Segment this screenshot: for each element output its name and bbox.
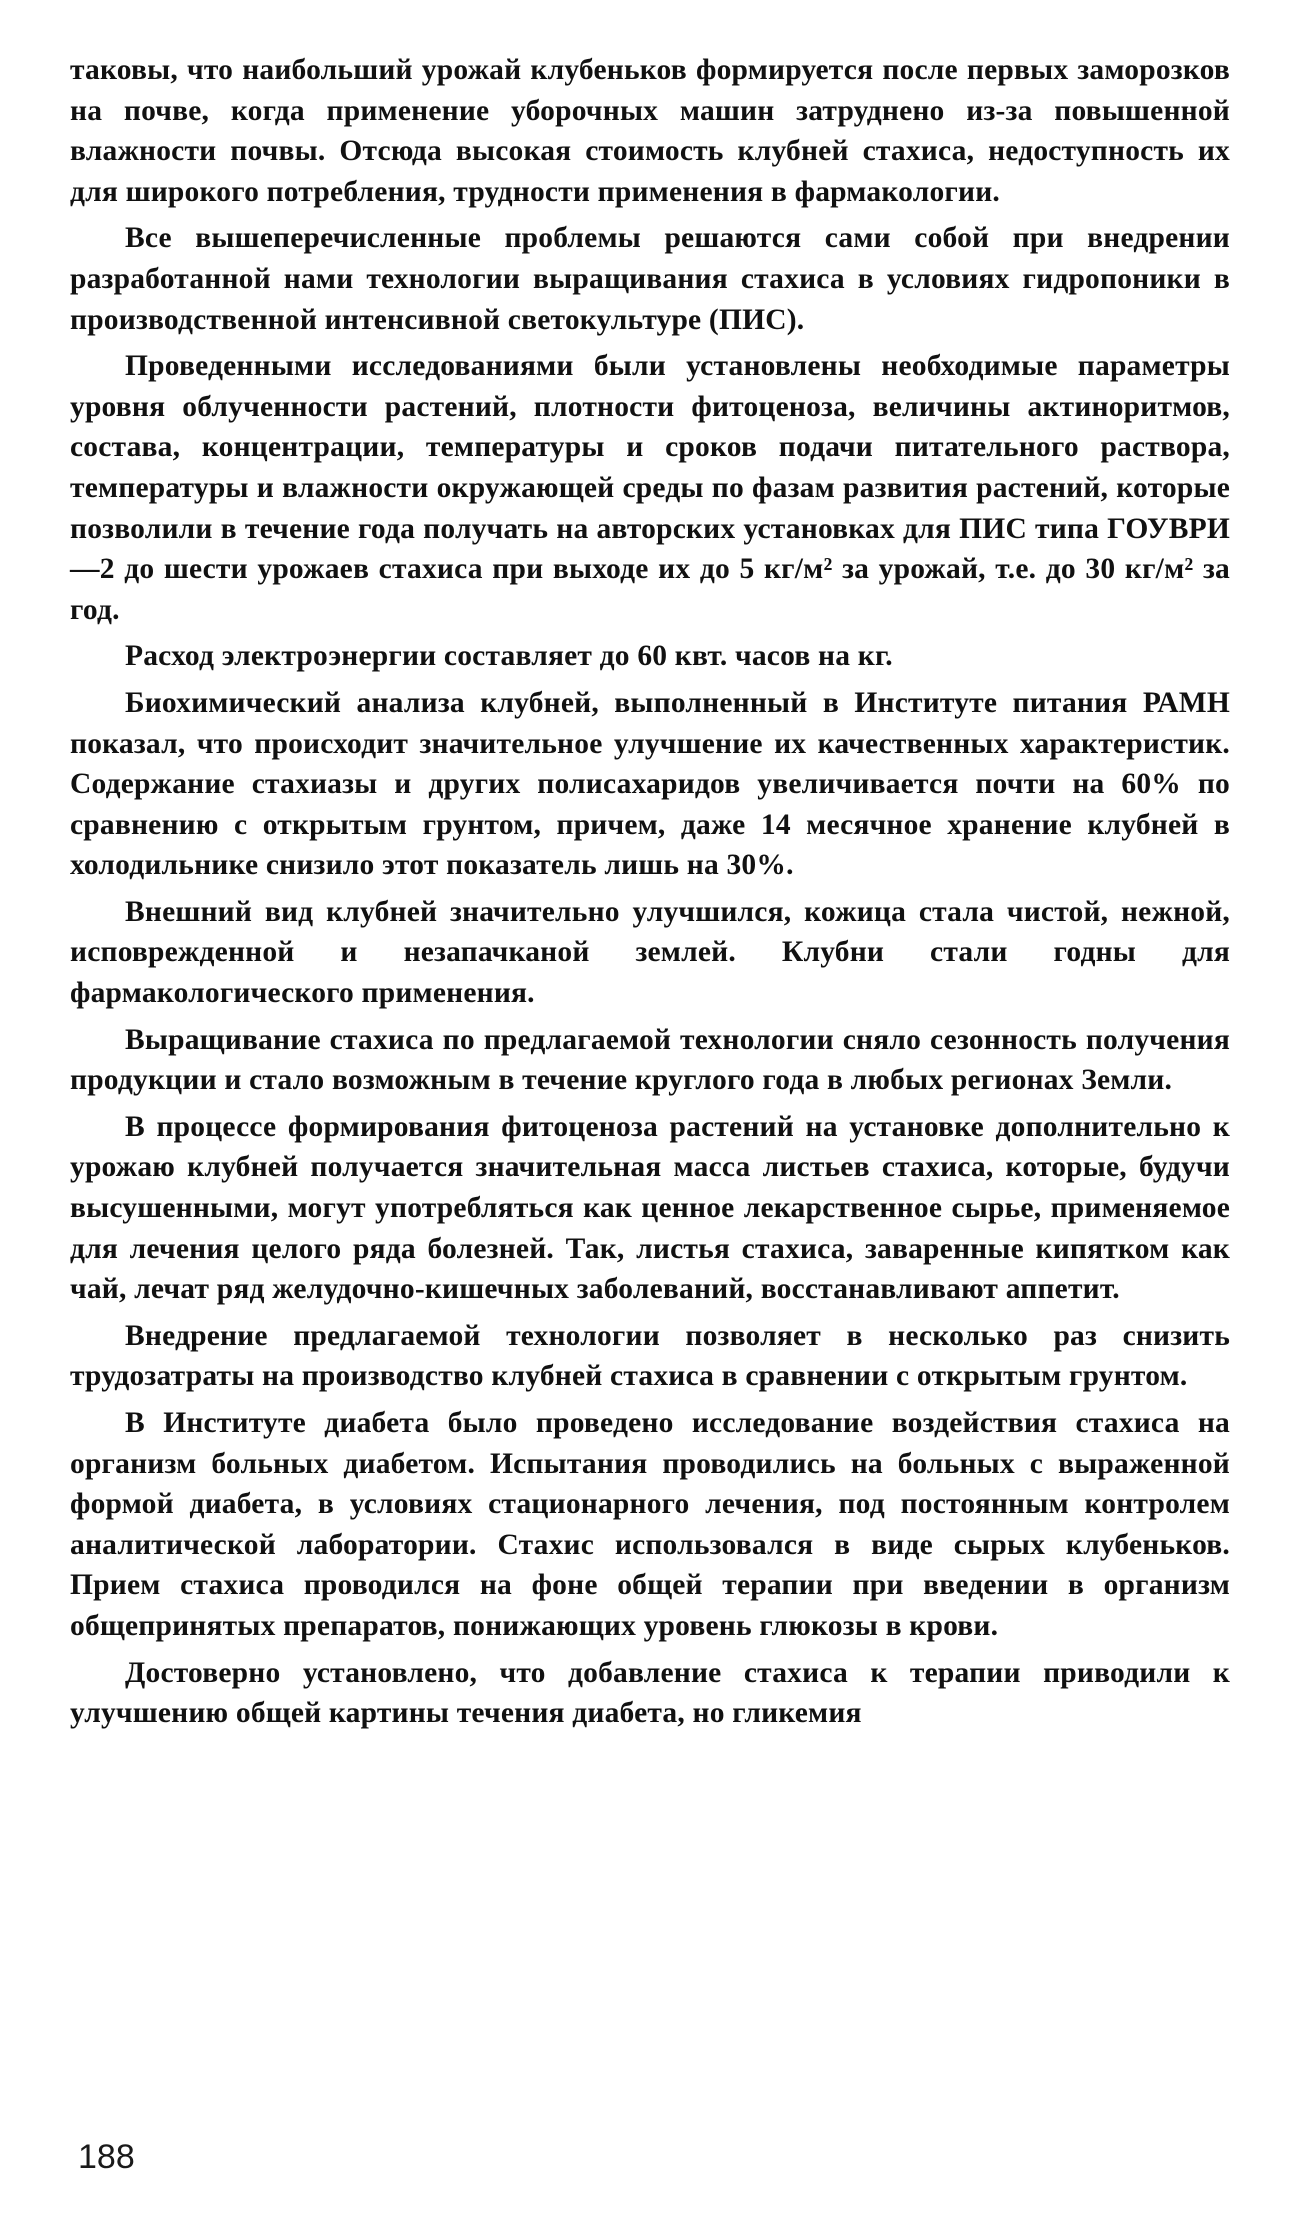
- paragraph-3: Проведенными исследованиями были установлены необходимые параметры уровня облученности растений, плотности фитоценоза, величины актиноритмов, состава, концентрации, температуры и сроков подачи питательного раствора, температуры и влажности окружающей среды по фазам развития растений, которые позволили в течение года получать на авторских установках для ПИС типа ГОУВРИ—2 до шести урожаев стахиса при выходе их до 5 кг/м² за урожай, т.е. до 30 кг/м² за год.: [70, 350, 1230, 626]
- paragraph-9: Внедрение предлагаемой технологии позволяет в несколько раз снизить трудозатраты на производство клубней стахиса в сравнении с открытым грунтом.: [70, 1319, 1230, 1393]
- paragraph-10: В Институте диабета было проведено исследование воздействия стахиса на организм больных диабетом. Испытания проводились на больных с выраженной формой диабета, в условиях стационарного лечения, под постоянным контролем аналитической лаборатории. Стахис использовался в виде сырых клубеньков. Прием стахиса проводился на фоне общей терапии при введении в организм общепринятых препаратов, понижающих уровень глюкозы в крови.: [70, 1407, 1230, 1642]
- paragraph-2: Все вышеперечисленные проблемы решаются сами собой при внедрении разработанной нами технологии выращивания стахиса в условиях гидропоники в производственной интенсивной светокультуре (ПИС).: [70, 222, 1230, 336]
- paragraph-11: Достоверно установлено, что добавление стахиса к терапии приводили к улучшению общей картины течения диабета, но гликемия: [70, 1656, 1230, 1730]
- paragraph-1: таковы, что наибольший урожай клубеньков формируется после первых заморозков на почве, когда применение уборочных машин затруднено из-за повышенной влажности почвы. Отсюда высокая стоимость клубней стахиса, недоступность их для широкого потребления, трудности применения в фармакологии.: [70, 54, 1230, 208]
- body-text: [70, 50, 1230, 1740]
- paragraph-5: Биохимический анализа клубней, выполненный в Институте питания РАМН показал, что происходит значительное улучшение их качественных характеристик. Содержание стахиазы и других полисахаридов увеличивается почти на 60% по сравнению с открытым грунтом, причем, даже 14 месячное хранение клубней в холодильнике снизило этот показатель лишь на 30%.: [70, 686, 1230, 882]
- paragraph-8: В процессе формирования фитоценоза растений на установке дополнительно к урожаю клубней получается значительная масса листьев стахиса, которые, будучи высушенными, могут употребляться как ценное лекарственное сырье, применяемое для лечения целого ряда болезней. Так, листья стахиса, заваренные кипятком как чай, лечат ряд желудочно-кишечных заболеваний, восстанавливают аппетит.: [70, 1110, 1230, 1306]
- page-number: 188: [78, 2138, 135, 2176]
- paragraph-7: Выращивание стахиса по предлагаемой технологии сняло сезонность получения продукции и стало возможным в течение круглого года в любых регионах Земли.: [70, 1023, 1230, 1097]
- paragraph-4: Расход электроэнергии составляет до 60 квт. часов на кг.: [125, 640, 893, 673]
- paragraph-6: Внешний вид клубней значительно улучшился, кожица стала чистой, нежной, исповрежденной и незапачканой землей. Клубни стали годны для фармакологического применения.: [70, 895, 1230, 1010]
